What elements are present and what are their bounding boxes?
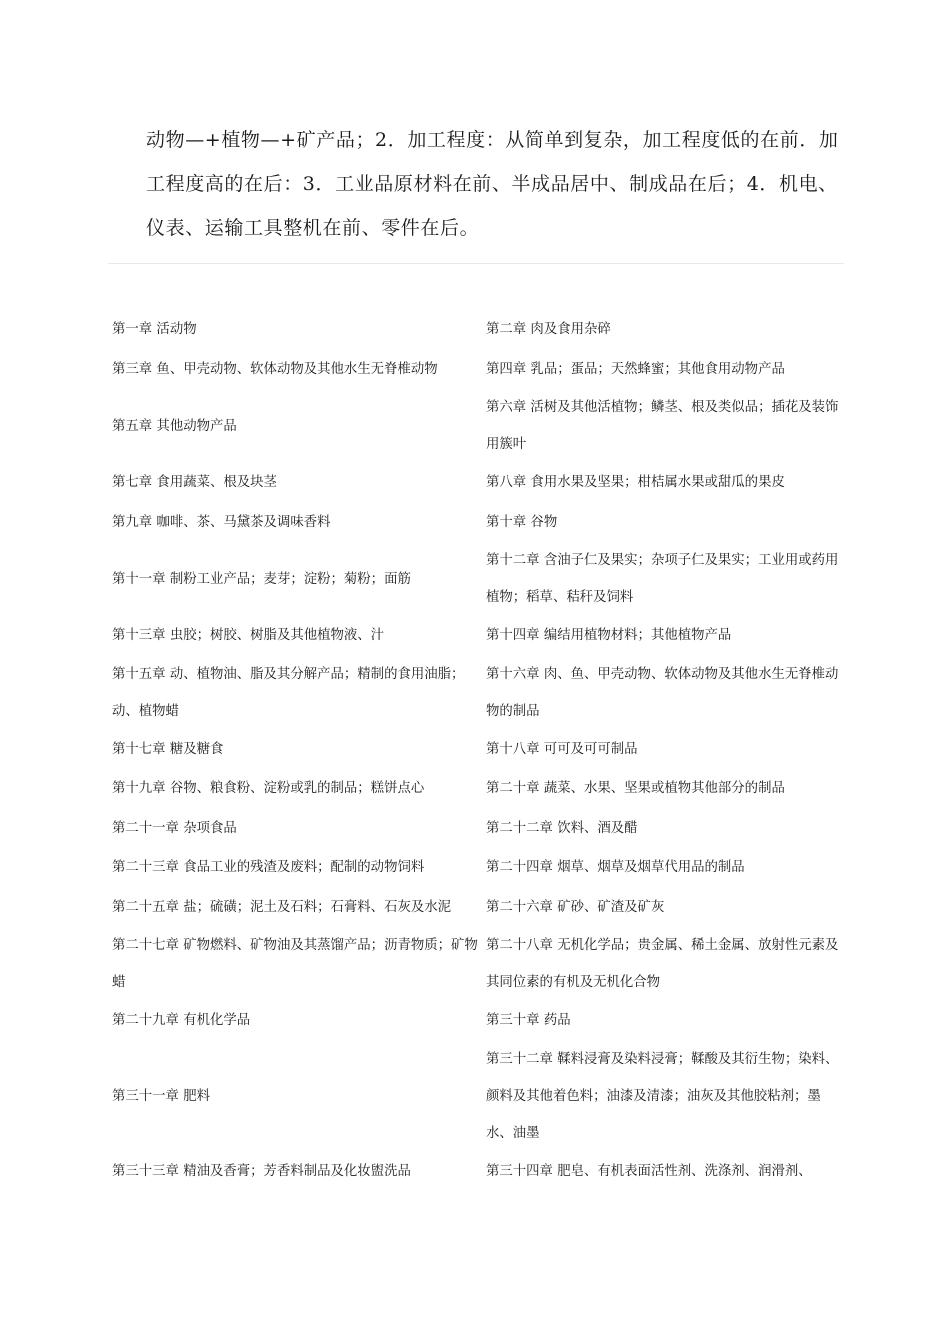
section-divider [108,263,844,264]
chapter-cell-right: 第二十章 蔬菜、水果、坚果或植物其他部分的制品 [486,781,785,797]
chapter-cell-right: 第二十四章 烟草、烟草及烟草代用品的制品 [486,860,745,876]
chapter-cell-right: 第三十章 药品 [486,1013,571,1029]
chapter-cell-right: 第十二章 含油子仁及果实；杂项子仁及果实；工业用或药用植物；稻草、秸秆及饲料 [486,553,839,605]
chapter-cell-right: 第十四章 编结用植物材料；其他植物产品 [486,628,732,644]
chapter-cell-right: 第六章 活树及其他活植物；鳞茎、根及类似品；插花及装饰用簇叶 [486,400,839,452]
table-row [108,616,844,656]
chapter-cell-left: 第十五章 动、植物油、脂及其分解产品；精制的食用油脂；动、植物蜡 [112,666,465,719]
table-row [108,350,844,390]
chapter-cell-left: 第三十三章 精油及香膏；芳香料制品及化妆盥洗品 [112,1163,411,1179]
chapter-cell-left: 第二十三章 食品工业的残渣及废料；配制的动物饲料 [112,860,425,876]
chapter-cell-left: 第十七章 糖及糖食 [112,741,224,757]
table-row [108,310,844,350]
chapter-cell-right: 第二十六章 矿砂、矿渣及矿灰 [486,899,665,915]
chapter-cell-right: 第八章 食用水果及坚果；柑桔属水果或甜瓜的果皮 [486,475,785,491]
chapter-cell-right: 第二十八章 无机化学品；贵金属、稀土金属、放射性元素及其同位素的有机及无机化合物 [486,938,839,990]
chapter-cell-right: 第十章 谷物 [486,514,558,530]
chapter-cell-left: 第三章 鱼、甲壳动物、软体动物及其他水生无脊椎动物 [112,361,438,377]
intro-line: 动物—+植物—+矿产品；2．加工程度：从简单到复杂，加工程度低的在前．加 [146,129,839,151]
table-row [108,1041,844,1152]
chapter-table-body [108,310,844,1191]
chapter-cell-left: 第一章 活动物 [112,322,197,338]
chapter-cell-left: 第七章 食用蔬菜、根及块茎 [112,475,277,491]
chapter-cell-left: 第二十五章 盐；硫磺；泥土及石料；石膏料、石灰及水泥 [112,899,452,915]
chapter-cell-left: 第十九章 谷物、粮食粉、淀粉或乳的制品；糕饼点心 [112,781,425,797]
table-row [108,503,844,543]
chapter-cell-left: 第十一章 制粉工业产品；麦芽；淀粉；菊粉；面筋 [112,571,411,587]
table-row [108,769,844,809]
table-row [108,1001,844,1041]
intro-paragraph [146,118,839,250]
chapter-cell-left: 第三十一章 肥料 [112,1088,210,1104]
chapter-cell-left: 第五章 其他动物产品 [112,418,237,434]
chapter-cell-left: 第二十一章 杂项食品 [112,820,237,836]
chapter-cell-left: 第十三章 虫胶；树胶、树脂及其他植物液、汁 [112,628,385,644]
table-row [108,927,844,1001]
chapter-cell-right: 第二章 肉及食用杂碎 [486,322,611,338]
chapter-cell-right: 第三十四章 肥皂、有机表面活性剂、洗涤剂、润滑剂、 [486,1163,812,1179]
chapter-cell-left: 第九章 咖啡、茶、马黛茶及调味香料 [112,514,331,530]
table-row [108,463,844,503]
chapter-cell-left: 第二十九章 有机化学品 [112,1013,251,1029]
chapter-cell-right: 第四章 乳品；蛋品；天然蜂蜜；其他食用动物产品 [486,361,785,377]
table-row [108,389,844,463]
chapter-cell-right: 第三十二章 鞣料浸膏及染料浸膏；鞣酸及其衍生物；染料、颜料及其他着色料；油漆及清漆；油灰及其他胶粘剂；墨水、油墨 [486,1051,839,1141]
table-row [108,1152,844,1192]
table-row [108,809,844,849]
table-row [108,848,844,888]
table-row [108,888,844,928]
chapter-table [108,310,844,1191]
intro-line: 仪表、运输工具整机在前、零件在后。 [146,217,480,239]
table-row [108,730,844,770]
table-row [108,542,844,616]
chapter-cell-right: 第十六章 肉、鱼、甲壳动物、软体动物及其他水生无脊椎动物的制品 [486,666,839,719]
chapter-cell-left: 第二十七章 矿物燃料、矿物油及其蒸馏产品；沥青物质；矿物蜡 [112,938,478,990]
chapter-cell-right: 第二十二章 饮料、酒及醋 [486,820,638,836]
table-row [108,656,844,730]
chapter-cell-right: 第十八章 可可及可可制品 [486,741,638,757]
intro-line: 工程度高的在后：3．工业品原材料在前、半成品居中、制成品在后；4．机电、 [146,173,838,195]
